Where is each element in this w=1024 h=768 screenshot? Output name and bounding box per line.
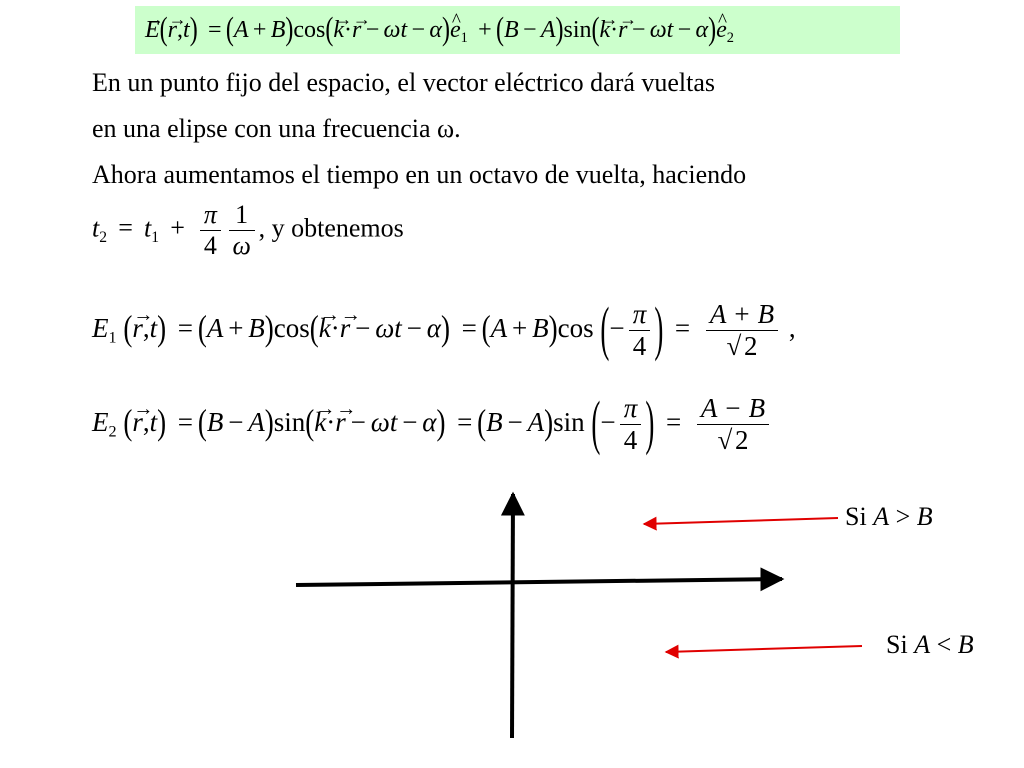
equation-t2: $t_2 = t_1$ + $\frac{\pi}{4}$ $\frac{1}{\omega}$ , y obtenemos: [92, 200, 404, 260]
text-line-2: en una elipse con una frecuencia ω.: [92, 114, 461, 143]
fraction-pi-over-4: $\frac{\pi}{4}$: [200, 200, 221, 261]
text-line-3: Ahora aumentamos el tiempo en un octavo de vuelta, haciendo: [92, 160, 747, 189]
label-a-greater-b: Si A > B: [845, 502, 933, 531]
arrow-a-greater-b: [644, 518, 838, 524]
x-axis: [296, 579, 782, 585]
equation-e1: $E_1$ (→ r,t) = (A + B)cos(→ k·→ r − ωt − α) = (A + B)cos (− $\frac{\pi}{4}$ ) = $\frac{A + B}{√2}$ ,: [92, 288, 796, 378]
formula-banner: → E(→ r,t) = (A + B)cos(→ k·→ r − ωt − α)^ $e_1 + (B - A)\sin(\to k\cdot\to r - \omega t$ − α)^ $e_2$: [135, 6, 900, 54]
text-obtain: , y obtenemos: [258, 213, 404, 243]
fraction-a-minus-b: $\frac{A - B}{√2}$: [697, 393, 769, 456]
fraction-a-plus-b: $\frac{A + B}{√2}$: [706, 299, 778, 362]
y-axis: [512, 494, 513, 738]
label-a-less-b: Si A < B: [886, 630, 974, 659]
arrow-a-less-b: [666, 646, 862, 652]
text-line-1: En un punto fijo del espacio, el vector eléctrico dará vueltas: [92, 68, 716, 97]
equation-e2: $E_2$ (→ r,t) = (B − A)sin(→ k·→ r − ωt − α) = (B − A)sin (− $\frac{\pi}{4}$ ) = $\frac{A - B}{√2}$: [92, 382, 773, 472]
fraction-1-over-omega: $\frac{1}{\omega}$: [229, 200, 255, 261]
